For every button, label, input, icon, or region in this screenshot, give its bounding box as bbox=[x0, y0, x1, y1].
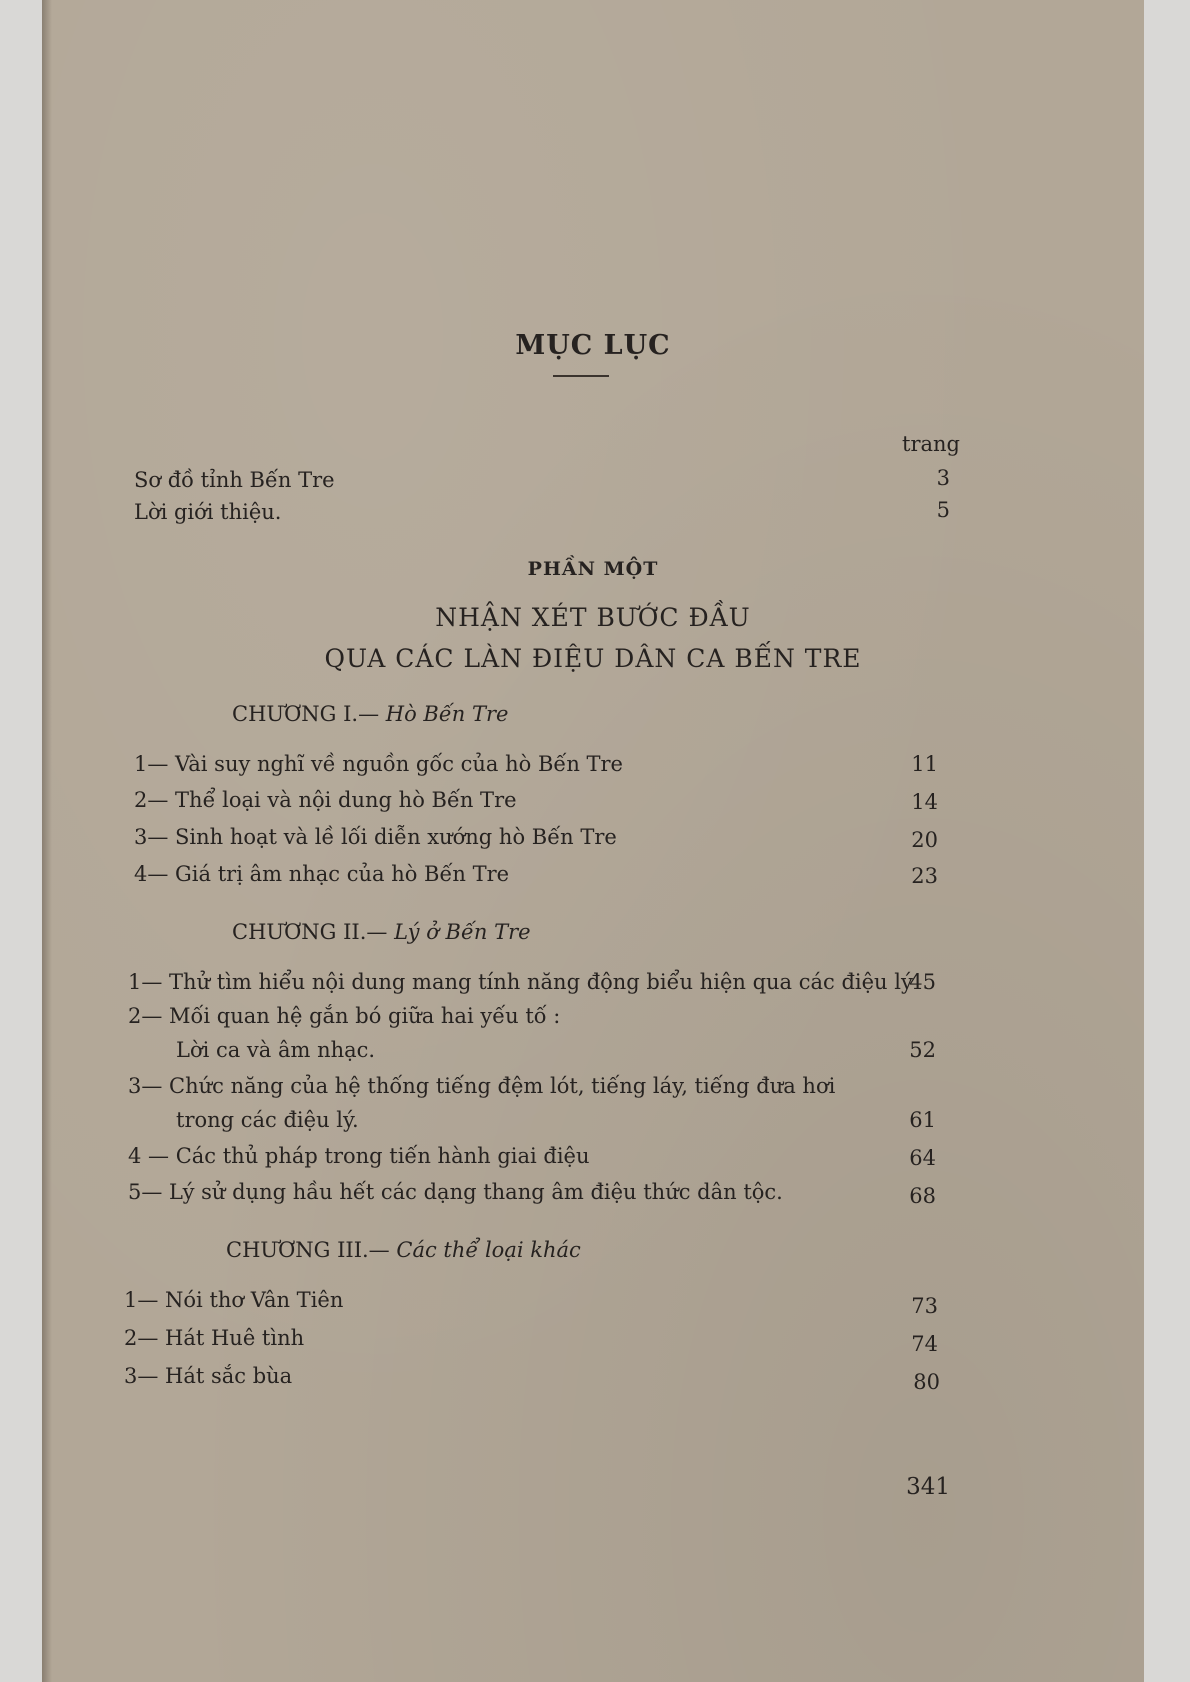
chapter-2-heading bbox=[232, 920, 531, 944]
toc-entry-2-4-page: 64 bbox=[909, 1146, 936, 1170]
toc-entry-1-2-page: 14 bbox=[911, 790, 938, 814]
toc-entry-map: Sơ đồ tỉnh Bến Tre bbox=[134, 468, 335, 492]
toc-entry-2-4: 4 — Các thủ pháp trong tiến hành giai điệu bbox=[128, 1144, 590, 1168]
toc-entry-2-1-page: 45 bbox=[909, 970, 936, 994]
toc-entry-2-3-cont: trong các điệu lý. bbox=[176, 1108, 359, 1132]
page-column-label: trang bbox=[902, 432, 960, 456]
part-heading-line-1: NHẬN XÉT BƯỚC ĐẦU bbox=[435, 603, 751, 632]
toc-entry-2-2: 2— Mối quan hệ gắn bó giữa hai yếu tố : bbox=[128, 1004, 561, 1028]
toc-entry-2-2-cont: Lời ca và âm nhạc. bbox=[176, 1038, 376, 1062]
toc-entry-3-2: 2— Hát Huê tình bbox=[124, 1326, 305, 1350]
toc-entry-intro: Lời giới thiệu. bbox=[134, 500, 282, 524]
title-underline bbox=[553, 375, 609, 377]
toc-entry-map-page: 3 bbox=[936, 466, 950, 490]
chapter-1-prefix: CHƯƠNG I.— bbox=[232, 702, 380, 726]
chapter-2-name: Lý ở Bến Tre bbox=[394, 920, 531, 944]
page-edge-shadow bbox=[42, 0, 52, 1682]
chapter-1-heading bbox=[232, 702, 508, 726]
toc-entry-1-3: 3— Sinh hoạt và lề lối diễn xướng hò Bến Tre bbox=[134, 825, 617, 849]
toc-title: MỤC LỤC bbox=[515, 330, 671, 361]
toc-entry-2-5-page: 68 bbox=[909, 1184, 936, 1208]
toc-entry-3-2-page: 74 bbox=[911, 1332, 938, 1356]
toc-entry-1-4: 4— Giá trị âm nhạc của hò Bến Tre bbox=[134, 862, 510, 886]
chapter-2-prefix: CHƯƠNG II.— bbox=[232, 920, 388, 944]
toc-entry-1-4-page: 23 bbox=[911, 864, 938, 888]
toc-entry-intro-page: 5 bbox=[936, 498, 950, 522]
toc-entry-3-3: 3— Hát sắc bùa bbox=[124, 1364, 293, 1388]
toc-entry-1-2: 2— Thể loại và nội dung hò Bến Tre bbox=[134, 788, 517, 812]
toc-entry-1-1: 1— Vài suy nghĩ về nguồn gốc của hò Bến Tre bbox=[134, 752, 623, 776]
chapter-1-name: Hò Bến Tre bbox=[385, 702, 509, 726]
page-number: 341 bbox=[906, 1474, 950, 1500]
chapter-3-name: Các thể loại khác bbox=[396, 1238, 581, 1262]
part-label: PHẦN MỘT bbox=[527, 558, 659, 580]
toc-entry-2-3-page: 61 bbox=[909, 1108, 936, 1132]
book-page bbox=[42, 0, 1144, 1682]
chapter-3-heading bbox=[226, 1238, 581, 1262]
toc-entry-2-1: 1— Thử tìm hiểu nội dung mang tính năng động biểu hiện qua các điệu lý bbox=[128, 970, 913, 994]
toc-entry-3-3-page: 80 bbox=[913, 1370, 940, 1394]
part-heading-line-2: QUA CÁC LÀN ĐIỆU DÂN CA BẾN TRE bbox=[324, 644, 862, 673]
toc-entry-2-5: 5— Lý sử dụng hầu hết các dạng thang âm điệu thức dân tộc. bbox=[128, 1180, 783, 1204]
chapter-3-prefix: CHƯƠNG III.— bbox=[226, 1238, 390, 1262]
toc-entry-1-1-page: 11 bbox=[911, 752, 938, 776]
toc-entry-2-2-page: 52 bbox=[909, 1038, 936, 1062]
toc-entry-1-3-page: 20 bbox=[911, 828, 938, 852]
toc-entry-3-1: 1— Nói thơ Vân Tiên bbox=[124, 1288, 344, 1312]
toc-entry-3-1-page: 73 bbox=[911, 1294, 938, 1318]
toc-entry-2-3: 3— Chức năng của hệ thống tiếng đệm lót, tiếng láy, tiếng đưa hơi bbox=[128, 1074, 836, 1098]
